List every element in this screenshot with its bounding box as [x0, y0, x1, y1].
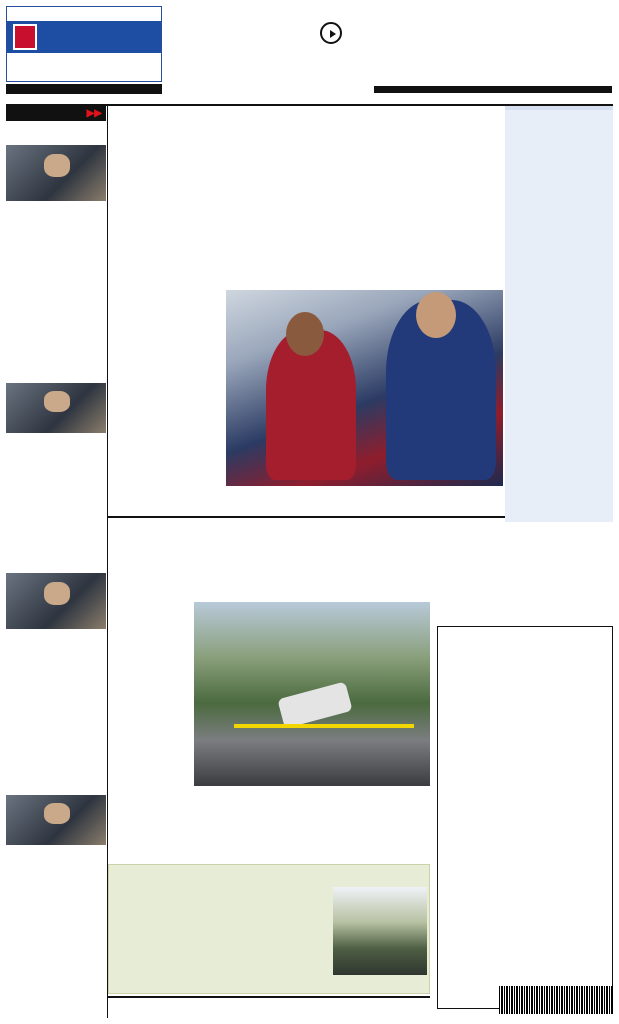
left-story-3[interactable] [6, 556, 106, 632]
domesa-ad [6, 6, 162, 82]
cursor-click-icon [320, 22, 342, 44]
visit-portal-promo[interactable] [292, 22, 370, 57]
left-story-2[interactable] [6, 366, 106, 436]
barreto-photo [6, 573, 106, 629]
left-story-headline [6, 778, 106, 791]
logo-strip-text [374, 95, 404, 101]
police-tape [234, 724, 414, 728]
left-story-headline [6, 366, 106, 379]
left-story-4[interactable] [6, 778, 106, 848]
regional-column [505, 104, 613, 522]
player-head [416, 292, 456, 338]
otoniel-photo [6, 795, 106, 845]
left-story-headline [6, 556, 106, 569]
left-column [6, 106, 106, 121]
left-story-1[interactable] [6, 128, 106, 204]
rio-cabriales-headline[interactable] [108, 996, 430, 1000]
minec-photo[interactable] [333, 887, 427, 975]
animalitos-bottom-row [438, 635, 612, 639]
psuv-delegation-photo [6, 383, 106, 433]
regional-story-1[interactable] [5, 126, 105, 129]
issue-date [6, 84, 162, 94]
gandola-photo[interactable] [194, 602, 430, 786]
weekday-bar [6, 106, 106, 121]
left-story-headline [6, 128, 106, 141]
regional-story-2[interactable] [5, 260, 105, 263]
player-head [286, 312, 324, 356]
minec-box [108, 864, 430, 994]
section-rule [108, 516, 505, 518]
logo-strip [374, 86, 612, 93]
arrow-icon: ▶▶ [86, 108, 102, 119]
overturned-truck [277, 681, 352, 728]
regional-title [505, 104, 613, 110]
barsa-celebration-photo[interactable] [226, 290, 503, 486]
regional-story-3[interactable] [5, 382, 105, 385]
minec-headline[interactable] [109, 865, 429, 867]
magdaleno-photo [6, 145, 106, 201]
domesa-logo-icon [13, 24, 37, 50]
animalitos-results [437, 626, 613, 1009]
barcode [499, 986, 613, 1014]
